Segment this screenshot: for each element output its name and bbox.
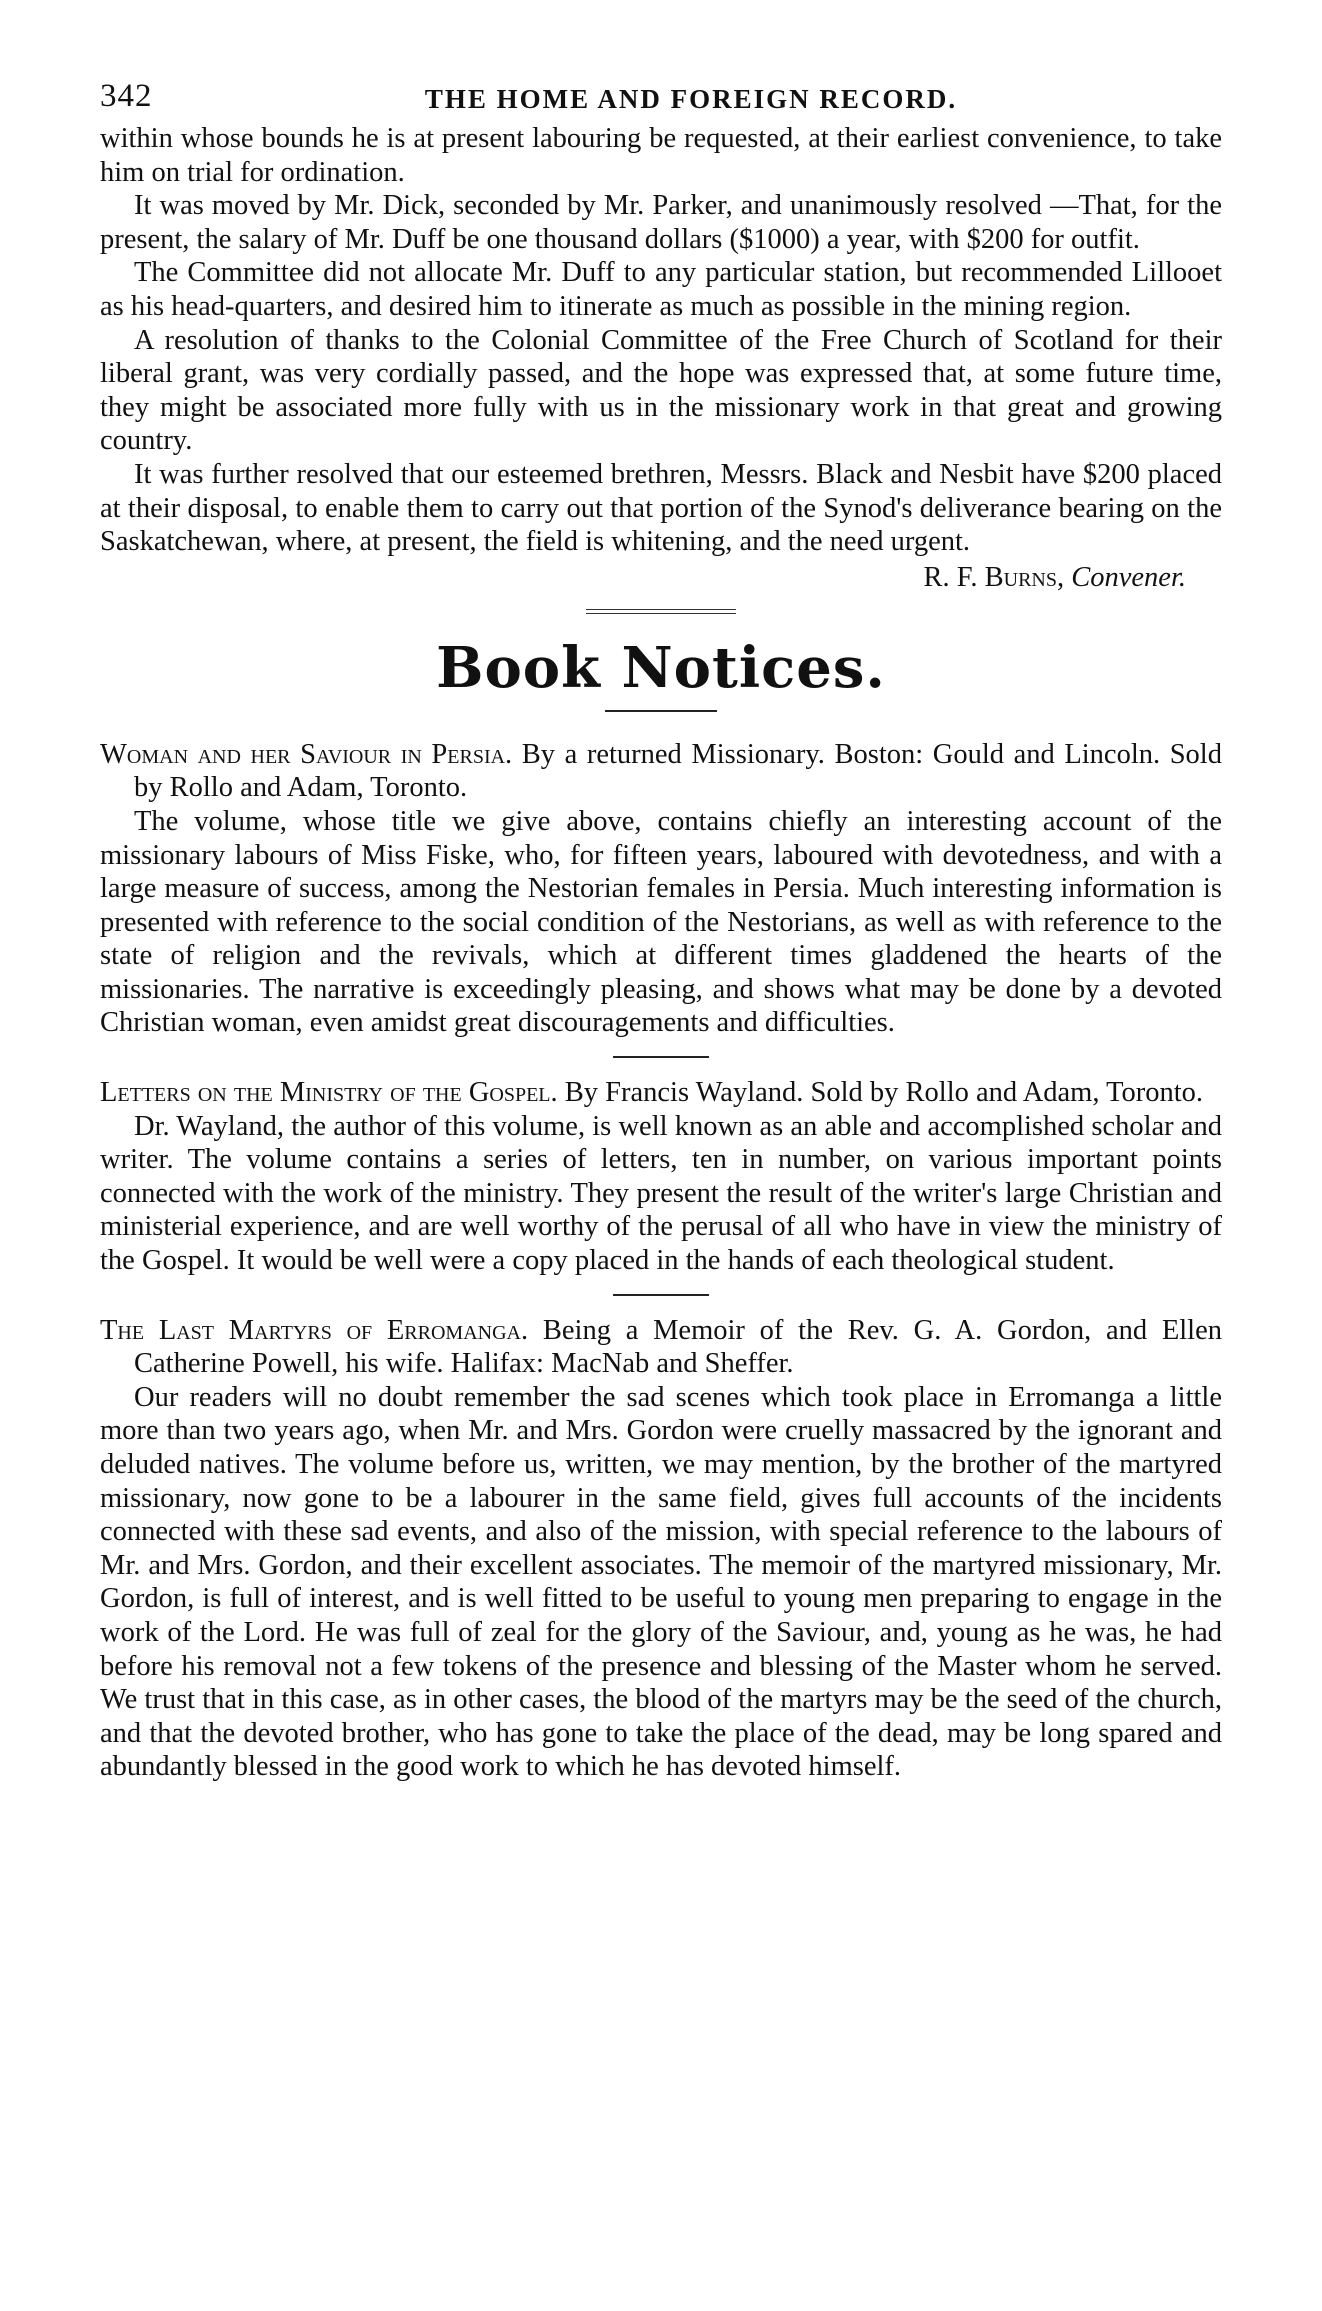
- section-title: Book Notices.: [436, 634, 886, 701]
- section-divider: [586, 609, 736, 614]
- book-notice-body-2: Dr. Wayland, the author of this volume, is well known as an able and accomplished scholar and writer. The volume contains a series of letters, ten in number, on various important points connected with the work of the ministry. They present the result of the writer's large Christian and ministerial experience, and are well worthy of the perusal of all who have in view the ministry of the Gospel. It would be well were a copy placed in the hands of each theological student.: [100, 1110, 1222, 1277]
- intro-paragraph-3: The Committee did not allocate Mr. Duff to any particular station, but recommended Lillooet as his head-quarters, and desired him to itinerate as much as possible in the mining region.: [100, 257, 1222, 322]
- book-notice-heading-3: [100, 1314, 1222, 1381]
- book-details-2: By Francis Wayland. Sold by Rollo and Adam, Toronto.: [557, 1077, 1204, 1109]
- intro-paragraph-2: It was moved by Mr. Dick, seconded by Mr. Parker, and unanimously resolved —That, for the present, the salary of Mr. Duff be one thousand dollars ($1000) a year, with $200 for outfit.: [100, 190, 1222, 255]
- title-underline: [605, 710, 717, 712]
- intro-paragraph-5: It was further resolved that our esteemed brethren, Messrs. Black and Nesbit have $200 placed at their disposal, to enable them to carry out that portion of the Synod's deliverance bearing on the Saskatchewan, where, at present, the field is whitening, and the need urgent.: [100, 458, 1222, 558]
- book-notice-body-3: Our readers will no doubt remember the sad scenes which took place in Erromanga a little more than two years ago, when Mr. and Mrs. Gordon were cruelly massacred by the ignorant and deluded natives. The volume before us, written, we may mention, by the brother of the martyred missionary, now gone to be a labourer in the same field, gives full accounts of the incidents connected with these sad events, and also of the mission, with special reference to the labours of Mr. and Mrs. Gordon, and their excellent associates. The memoir of the martyred missionary, Mr. Gordon, is full of interest, and is well fitted to be useful to young men preparing to engage in the work of the Lord. He was full of zeal for the glory of the Saviour, and, young as he was, he had before his removal not a few tokens of the presence and blessing of the Master whom he served. We trust that in this case, as in other cases, the blood of the martyrs may be the seed of the church, and that the devoted brother, who has gone to take the place of the dead, may be long spared and abundantly blessed in the good work to which he has devoted himself.: [100, 1381, 1222, 1783]
- signature-name: R. F. Burns,: [923, 561, 1065, 593]
- book-details-3: Being a Memoir of the Rev. G. A. Gordon, and Ellen Catherine Powell, his wife. Halifax: MacNab and Sheffer.: [134, 1314, 1223, 1380]
- page-header: [100, 78, 1222, 122]
- book-details-1: By a returned Missionary. Boston: Gould and Lincoln. Sold by Rollo and Adam, Toronto.: [134, 738, 1222, 804]
- signature-role: Convener.: [1071, 561, 1186, 593]
- book-notice-body-1: The volume, whose title we give above, contains chiefly an interesting account of the missionary labours of Miss Fiske, who, for fifteen years, laboured with devotedness, and with a large measure of success, among the Nestorian females in Persia. Much interesting information is presented with reference to the social condition of the Nestorians, as well as with reference to the state of religion and the revivals, which at different times gladdened the hearts of the missionaries. The narrative is exceedingly pleasing, and shows what may be done by a devoted Christian woman, even amidst great discouragements and difficulties.: [100, 805, 1222, 1039]
- running-title: THE HOME AND FOREIGN RECORD.: [424, 84, 958, 114]
- book-title-3: The Last Martyrs of Erromanga.: [100, 1314, 529, 1346]
- book-title-1: Woman and her Saviour in Persia.: [100, 738, 513, 770]
- book-notice-heading-1: [100, 738, 1222, 805]
- intro-paragraph-1: within whose bounds he is at present labouring be requested, at their earliest convenience, to take him on trial for ordination.: [100, 123, 1222, 188]
- intro-paragraph-4: A resolution of thanks to the Colonial Committee of the Free Church of Scotland for their liberal grant, was very cordially passed, and the hope was expressed that, at some future time, they might be associated more fully with us in the missionary work in that great and growing country.: [100, 324, 1222, 457]
- book-title-2: Letters on the Ministry of the Gospel.: [100, 1077, 558, 1109]
- notice-separator-1: [613, 1056, 709, 1058]
- book-notice-heading-2: [100, 1076, 1222, 1110]
- notice-separator-2: [613, 1294, 709, 1296]
- page: [100, 78, 1222, 1784]
- signature: [100, 561, 1186, 595]
- page-number: 342: [100, 78, 153, 114]
